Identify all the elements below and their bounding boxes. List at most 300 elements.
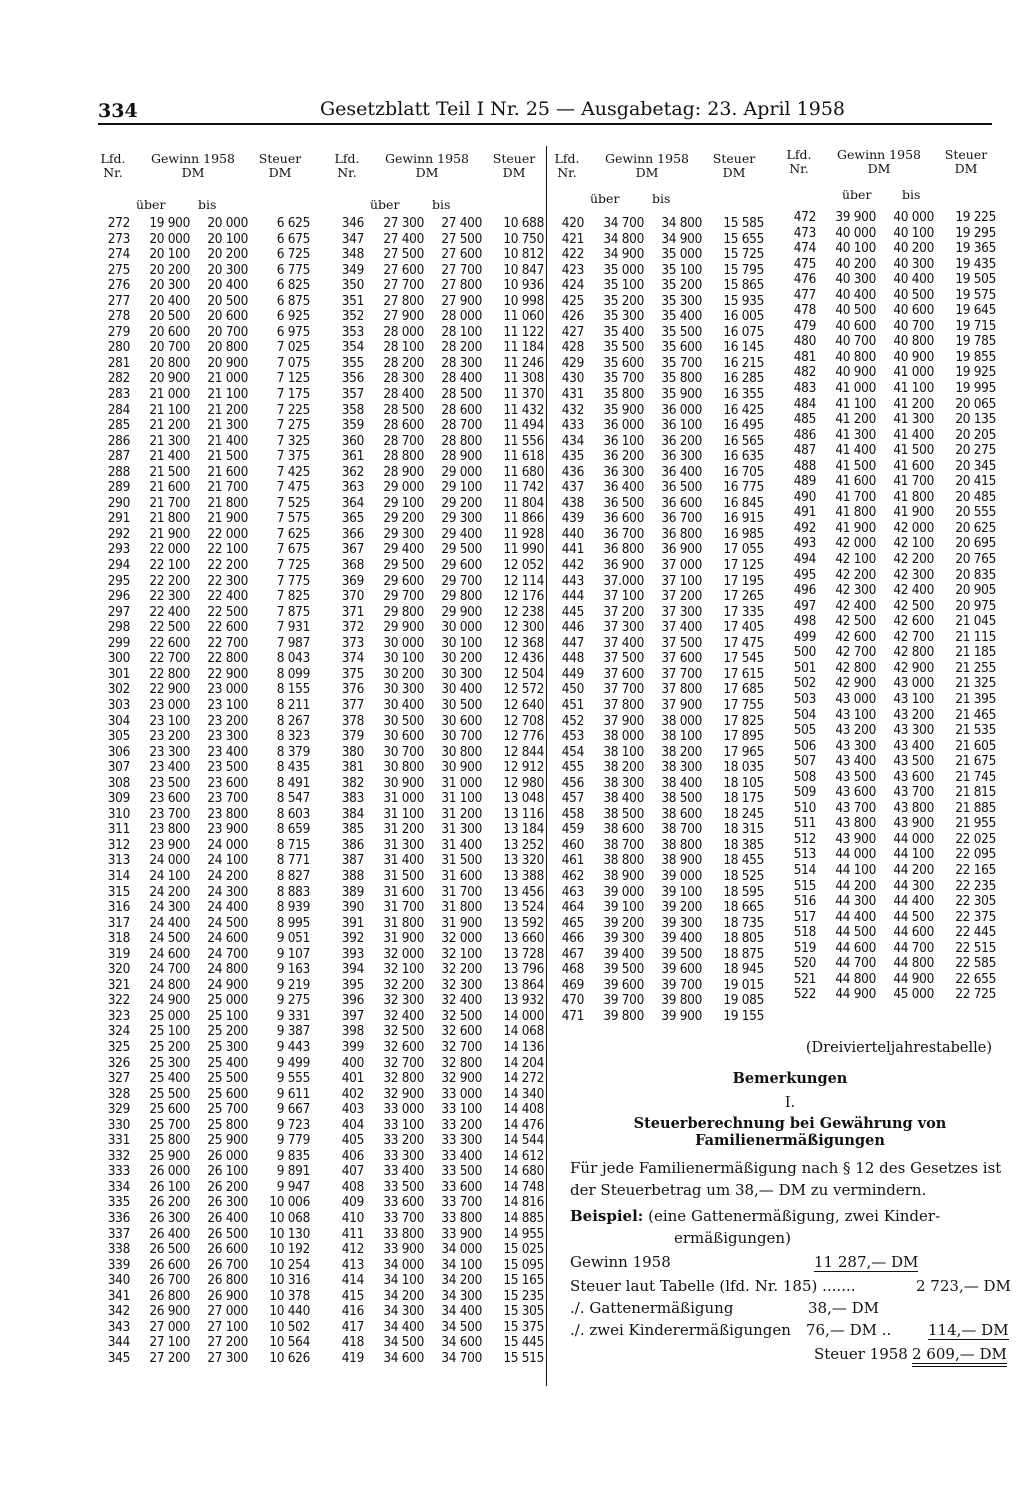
bis-cell: 27 100 xyxy=(207,1318,248,1335)
steuer-cell: 19 435 xyxy=(955,255,996,272)
table-row xyxy=(334,1071,559,1087)
lfd-nr-cell: 502 xyxy=(793,675,816,692)
lfd-nr-cell: 487 xyxy=(793,442,816,459)
lfd-nr-cell: 477 xyxy=(793,286,816,303)
lfd-nr-cell: 352 xyxy=(341,308,364,325)
bis-cell: 20 200 xyxy=(207,246,248,263)
lfd-nr-cell: 421 xyxy=(561,230,584,247)
bis-cell: 30 500 xyxy=(441,696,482,713)
ueber-cell: 35 200 xyxy=(603,292,644,309)
ueber-cell: 43 000 xyxy=(835,690,876,707)
table-row xyxy=(786,801,1011,817)
table-row xyxy=(334,1149,559,1165)
bis-cell: 40 400 xyxy=(893,271,934,288)
ueber-cell: 41 700 xyxy=(835,488,876,505)
lfd-nr-cell: 509 xyxy=(793,784,816,801)
bis-cell: 32 600 xyxy=(441,1023,482,1040)
lfd-nr-cell: 513 xyxy=(793,846,816,863)
table-row xyxy=(334,962,559,978)
ueber-cell: 43 100 xyxy=(835,706,876,723)
steuer-cell: 13 320 xyxy=(503,852,544,869)
bis-cell: 21 200 xyxy=(207,401,248,418)
bis-cell: 22 900 xyxy=(207,665,248,682)
table-row xyxy=(100,962,325,978)
ueber-cell: 26 200 xyxy=(149,1194,190,1211)
table-row xyxy=(334,325,559,341)
lfd-nr-cell: 519 xyxy=(793,939,816,956)
table-row xyxy=(100,465,325,481)
table-row xyxy=(554,682,779,698)
bis-cell: 23 800 xyxy=(207,805,248,822)
ueber-cell: 21 400 xyxy=(149,448,190,465)
ueber-cell: 29 200 xyxy=(383,510,424,527)
table-row xyxy=(334,620,559,636)
bis-cell: 36 800 xyxy=(661,525,702,542)
steuer-cell: 18 805 xyxy=(723,930,764,947)
table-row xyxy=(100,667,325,683)
lfd-nr-cell: 397 xyxy=(341,1007,364,1024)
bis-cell: 25 100 xyxy=(207,1007,248,1024)
steuer-1958-value: 2 609,— DM xyxy=(912,1345,1007,1367)
lfd-nr-cell: 491 xyxy=(793,504,816,521)
steuer-cell: 9 499 xyxy=(276,1054,310,1071)
lfd-nr-cell: 337 xyxy=(107,1225,130,1242)
table-row xyxy=(334,1273,559,1289)
bis-cell: 27 700 xyxy=(441,261,482,278)
lfd-nr-cell: 391 xyxy=(341,914,364,931)
ueber-cell: 44 400 xyxy=(835,908,876,925)
lfd-nr-cell: 495 xyxy=(793,566,816,583)
bis-cell: 41 700 xyxy=(893,473,934,490)
bis-cell: 36 500 xyxy=(661,479,702,496)
table-row xyxy=(334,371,559,387)
table-row xyxy=(554,605,779,621)
lfd-nr-cell: 411 xyxy=(341,1225,364,1242)
table-row xyxy=(100,1133,325,1149)
tax-table-column-4 xyxy=(786,146,1011,1003)
ueber-cell: 39 300 xyxy=(603,930,644,947)
ueber-cell: 24 600 xyxy=(149,945,190,962)
bemerkungen-heading: Bemerkungen xyxy=(732,1070,848,1087)
lfd-nr-cell: 383 xyxy=(341,790,364,807)
bis-cell: 21 100 xyxy=(207,386,248,403)
bis-cell: 30 600 xyxy=(441,712,482,729)
table-row xyxy=(554,340,779,356)
bis-cell: 33 200 xyxy=(441,1116,482,1133)
bis-cell: 28 800 xyxy=(441,432,482,449)
lfd-nr-cell: 455 xyxy=(561,759,584,776)
ueber-cell: 35 000 xyxy=(603,261,644,278)
lfd-nr-cell: 284 xyxy=(107,401,130,418)
steuer-cell: 8 267 xyxy=(276,712,310,729)
lfd-nr-cell: 499 xyxy=(793,628,816,645)
lfd-nr-cell: 483 xyxy=(793,380,816,397)
steuer-cell: 16 915 xyxy=(723,510,764,527)
gewinn-unit: DM xyxy=(415,165,439,180)
table-row xyxy=(100,589,325,605)
bis-cell: 34 900 xyxy=(661,230,702,247)
lfd-nr-cell: 469 xyxy=(561,976,584,993)
ueber-cell: 37 900 xyxy=(603,712,644,729)
lfd-nr-cell: 420 xyxy=(561,215,584,231)
table-row xyxy=(100,853,325,869)
steuer-cell: 18 105 xyxy=(723,774,764,791)
table-row xyxy=(786,645,1011,661)
steuer-cell: 19 365 xyxy=(955,240,996,257)
ueber-cell: 37 300 xyxy=(603,619,644,636)
bis-cell: 26 600 xyxy=(207,1241,248,1258)
ueber-cell: 27 800 xyxy=(383,292,424,309)
bis-cell: 39 200 xyxy=(661,899,702,916)
table-row xyxy=(334,309,559,325)
lfd-nr-cell: 404 xyxy=(341,1116,364,1133)
bis-cell: 32 500 xyxy=(441,1007,482,1024)
lfd-nr-cell: 322 xyxy=(107,992,130,1009)
steuer-cell: 13 524 xyxy=(503,899,544,916)
steuer-cell: 7 875 xyxy=(276,603,310,620)
steuer-cell: 14 340 xyxy=(503,1085,544,1102)
table-row xyxy=(334,263,559,279)
gatten-value: 38,— DM xyxy=(808,1299,880,1317)
bis-cell: 20 400 xyxy=(207,277,248,294)
gewinn-label: Gewinn 1958 xyxy=(837,147,921,162)
bis-cell: 34 100 xyxy=(441,1256,482,1273)
bis-cell: 44 500 xyxy=(893,908,934,925)
steuer-cell: 16 635 xyxy=(723,448,764,465)
bis-cell: 43 100 xyxy=(893,690,934,707)
table-row xyxy=(100,1149,325,1165)
bis-cell: 24 700 xyxy=(207,945,248,962)
ueber-cell: 23 100 xyxy=(149,712,190,729)
lfd-nr-cell: 521 xyxy=(793,970,816,987)
lfd-nr-cell: 451 xyxy=(561,696,584,713)
steuer-cell: 14 612 xyxy=(503,1147,544,1164)
bis-cell: 43 900 xyxy=(893,815,934,832)
gewinn-label: Gewinn 1958 xyxy=(151,151,235,166)
ueber-cell: 38 700 xyxy=(603,836,644,853)
lfd-nr-cell: 319 xyxy=(107,945,130,962)
lfd-nr-cell: 470 xyxy=(561,992,584,1009)
table-row xyxy=(334,496,559,512)
steuer-cell: 14 272 xyxy=(503,1070,544,1087)
table-row xyxy=(786,536,1011,552)
steuer-cell: 10 998 xyxy=(503,292,544,309)
ueber-cell: 39 800 xyxy=(603,1007,644,1024)
bis-cell: 29 600 xyxy=(441,557,482,574)
bis-cell: 30 800 xyxy=(441,743,482,760)
steuer-cell: 20 205 xyxy=(955,426,996,443)
steuer-cell: 17 335 xyxy=(723,603,764,620)
bis-cell: 26 200 xyxy=(207,1178,248,1195)
ueber-cell: 22 800 xyxy=(149,665,190,682)
ueber-cell: 33 500 xyxy=(383,1178,424,1195)
steuer-cell: 11 680 xyxy=(503,463,544,480)
steuer-cell: 22 515 xyxy=(955,939,996,956)
ueber-cell: 28 200 xyxy=(383,354,424,371)
lfd-nr-cell: 405 xyxy=(341,1132,364,1149)
ueber-cell: 25 200 xyxy=(149,1038,190,1055)
ueber-cell: 36 300 xyxy=(603,463,644,480)
paragraph-line-2: der Steuerbetrag um 38,— DM zu vermindern. xyxy=(570,1181,927,1199)
steuer-cell: 15 305 xyxy=(503,1303,544,1320)
bis-cell: 34 500 xyxy=(441,1318,482,1335)
lfd-nr-cell: 330 xyxy=(107,1116,130,1133)
ueber-cell: 35 600 xyxy=(603,354,644,371)
bis-cell: 41 300 xyxy=(893,411,934,428)
bis-cell: 22 600 xyxy=(207,619,248,636)
lfd-nr-cell: 345 xyxy=(107,1349,130,1366)
steuer-cell: 15 795 xyxy=(723,261,764,278)
table-row xyxy=(334,791,559,807)
lfd-nr-cell: 339 xyxy=(107,1256,130,1273)
ueber-cell: 31 100 xyxy=(383,805,424,822)
bis-cell: 41 600 xyxy=(893,457,934,474)
lfd-nr-cell: 439 xyxy=(561,510,584,527)
table-row xyxy=(554,807,779,823)
steuer-cell: 17 755 xyxy=(723,696,764,713)
ueber-cell: 23 800 xyxy=(149,821,190,838)
table-row xyxy=(334,1118,559,1134)
ueber-cell: 33 400 xyxy=(383,1163,424,1180)
lfd-nr-cell: 372 xyxy=(341,619,364,636)
lfd-nr-cell: 379 xyxy=(341,728,364,745)
bis-cell: 26 000 xyxy=(207,1147,248,1164)
bis-cell: 36 000 xyxy=(661,401,702,418)
table-row xyxy=(334,853,559,869)
table-row xyxy=(554,232,779,248)
table-row xyxy=(334,1056,559,1072)
steuer-cell: 21 255 xyxy=(955,659,996,676)
bis-cell: 27 000 xyxy=(207,1303,248,1320)
bis-cell: 44 300 xyxy=(893,877,934,894)
table-row xyxy=(554,247,779,263)
table-row xyxy=(554,869,779,885)
steuer-cell: 19 785 xyxy=(955,333,996,350)
table-row xyxy=(554,620,779,636)
bis-cell: 42 200 xyxy=(893,551,934,568)
bis-cell: 22 500 xyxy=(207,603,248,620)
lfd-nr-cell: 414 xyxy=(341,1272,364,1289)
ueber-cell: 44 600 xyxy=(835,939,876,956)
steuer-cell: 7 987 xyxy=(276,634,310,651)
steuer-cell: 12 436 xyxy=(503,650,544,667)
table-row xyxy=(786,568,1011,584)
bis-cell: 39 900 xyxy=(661,1007,702,1024)
bis-cell: 41 100 xyxy=(893,380,934,397)
lfd-nr-cell: 384 xyxy=(341,805,364,822)
ueber-cell: 28 100 xyxy=(383,339,424,356)
bis-cell: 22 700 xyxy=(207,634,248,651)
table-row xyxy=(100,1102,325,1118)
steuer-cell: 22 375 xyxy=(955,908,996,925)
steuer-cell: 19 925 xyxy=(955,364,996,381)
steuer-cell: 16 495 xyxy=(723,417,764,434)
lfd-nr-cell: 418 xyxy=(341,1334,364,1351)
lfd-nr-cell: 452 xyxy=(561,712,584,729)
steuer-cell: 13 252 xyxy=(503,836,544,853)
ueber-cell: 34 900 xyxy=(603,246,644,263)
bis-cell: 32 900 xyxy=(441,1070,482,1087)
steuer-cell: 11 618 xyxy=(503,448,544,465)
steuer-cell: 22 165 xyxy=(955,861,996,878)
steuer-cell: 14 000 xyxy=(503,1007,544,1024)
steuer-cell: 13 456 xyxy=(503,883,544,900)
bis-cell: 41 200 xyxy=(893,395,934,412)
bis-cell: 37 400 xyxy=(661,619,702,636)
steuer-cell: 10 564 xyxy=(269,1334,310,1351)
steuer-cell: 7 425 xyxy=(276,463,310,480)
steuer-cell: 18 945 xyxy=(723,961,764,978)
steuer-cell: 14 955 xyxy=(503,1225,544,1242)
table-row xyxy=(100,885,325,901)
lfd-nr-cell: 332 xyxy=(107,1147,130,1164)
steuer-cell: 19 295 xyxy=(955,224,996,241)
gewinn-label: Gewinn 1958 xyxy=(605,151,689,166)
ueber-cell: 22 400 xyxy=(149,603,190,620)
lfd-nr-cell: 273 xyxy=(107,230,130,247)
bis-cell: 28 200 xyxy=(441,339,482,356)
lfd-nr-cell: 481 xyxy=(793,348,816,365)
ueber-cell: 35 800 xyxy=(603,386,644,403)
bis-cell: 39 400 xyxy=(661,930,702,947)
bis-cell: 28 400 xyxy=(441,370,482,387)
ueber-cell: 30 600 xyxy=(383,728,424,745)
lfd-nr-cell: 340 xyxy=(107,1272,130,1289)
ueber-label: über xyxy=(842,187,872,202)
bis-cell: 40 200 xyxy=(893,240,934,257)
table-row xyxy=(334,1211,559,1227)
table-row xyxy=(334,216,559,232)
steuer-cell: 12 980 xyxy=(503,774,544,791)
lfd-nr-cell: 344 xyxy=(107,1334,130,1351)
bis-cell: 42 000 xyxy=(893,519,934,536)
bis-cell: 35 700 xyxy=(661,354,702,371)
bis-cell: 28 600 xyxy=(441,401,482,418)
table-row xyxy=(334,760,559,776)
bis-cell: 37 900 xyxy=(661,696,702,713)
table-row xyxy=(100,309,325,325)
lfd-nr-cell: 474 xyxy=(793,240,816,257)
ueber-cell: 23 500 xyxy=(149,774,190,791)
ueber-cell: 42 100 xyxy=(835,551,876,568)
ueber-cell: 24 400 xyxy=(149,914,190,931)
steuer-cell: 9 219 xyxy=(276,976,310,993)
steuer-cell: 17 825 xyxy=(723,712,764,729)
bis-cell: 45 000 xyxy=(893,986,934,1003)
lfd-nr-cell: 381 xyxy=(341,759,364,776)
table-row xyxy=(334,838,559,854)
table-row xyxy=(100,760,325,776)
lfd-nr-cell: 336 xyxy=(107,1210,130,1226)
steuer-cell: 19 715 xyxy=(955,317,996,334)
steuer-cell: 7 225 xyxy=(276,401,310,418)
steuer-cell: 20 695 xyxy=(955,535,996,552)
table-row xyxy=(100,745,325,761)
lfd-nr-cell: 328 xyxy=(107,1085,130,1102)
bis-cell: 26 700 xyxy=(207,1256,248,1273)
steuer-cell: 7 775 xyxy=(276,572,310,589)
bis-cell: 30 300 xyxy=(441,665,482,682)
bis-cell: 33 000 xyxy=(441,1085,482,1102)
table-row xyxy=(554,667,779,683)
steuer-cell: 20 275 xyxy=(955,442,996,459)
steuer-cell: 14 408 xyxy=(503,1101,544,1118)
table-row xyxy=(786,319,1011,335)
steuer-cell: 11 184 xyxy=(503,339,544,356)
table-row xyxy=(554,822,779,838)
bis-cell: 26 500 xyxy=(207,1225,248,1242)
bis-cell: 44 100 xyxy=(893,846,934,863)
lfd-nr-cell: 279 xyxy=(107,323,130,340)
bis-cell: 43 500 xyxy=(893,753,934,770)
steuer-cell: 10 812 xyxy=(503,246,544,263)
steuer-cell: 8 435 xyxy=(276,759,310,776)
kinder-total: 114,— DM xyxy=(928,1321,1009,1339)
ueber-cell: 43 700 xyxy=(835,799,876,816)
kinder-line xyxy=(570,1321,1010,1343)
table-row xyxy=(786,661,1011,677)
beispiel-label: Beispiel: xyxy=(570,1207,644,1225)
ueber-cell: 42 200 xyxy=(835,566,876,583)
ueber-cell: 25 500 xyxy=(149,1085,190,1102)
ueber-cell: 38 800 xyxy=(603,852,644,869)
lfd-nr-cell: 453 xyxy=(561,728,584,745)
lfd-nr-cell: 425 xyxy=(561,292,584,309)
ueber-cell: 34 800 xyxy=(603,230,644,247)
table-row xyxy=(554,371,779,387)
bis-cell: 41 900 xyxy=(893,504,934,521)
lfd-nr-cell: 362 xyxy=(341,463,364,480)
table-row xyxy=(100,294,325,310)
ueber-cell: 20 100 xyxy=(149,246,190,263)
ueber-cell: 32 100 xyxy=(383,961,424,978)
lfd-nr-cell: 291 xyxy=(107,510,130,527)
lfd-nr-cell: 301 xyxy=(107,665,130,682)
bis-cell: 23 000 xyxy=(207,681,248,698)
bis-cell: 37 500 xyxy=(661,634,702,651)
bis-cell: 39 100 xyxy=(661,883,702,900)
bis-cell: 22 100 xyxy=(207,541,248,558)
ueber-cell: 35 300 xyxy=(603,308,644,325)
ueber-cell: 28 600 xyxy=(383,417,424,434)
table-row xyxy=(100,1289,325,1305)
ueber-cell: 41 800 xyxy=(835,504,876,521)
ueber-cell: 20 800 xyxy=(149,354,190,371)
ueber-cell: 20 900 xyxy=(149,370,190,387)
bis-cell: 35 500 xyxy=(661,323,702,340)
bis-cell: 38 700 xyxy=(661,821,702,838)
lfd-nr-cell: 308 xyxy=(107,774,130,791)
table-row xyxy=(554,760,779,776)
ueber-cell: 31 200 xyxy=(383,821,424,838)
lfd-nr-cell: 485 xyxy=(793,411,816,428)
steuer-cell: 18 245 xyxy=(723,805,764,822)
lfd-nr-cell: 505 xyxy=(793,722,816,739)
ueber-cell: 36 000 xyxy=(603,417,644,434)
steuer-cell: 8 995 xyxy=(276,914,310,931)
steuer-cell: 11 990 xyxy=(503,541,544,558)
steuer-cell: 17 895 xyxy=(723,728,764,745)
table-row xyxy=(786,257,1011,273)
column-header xyxy=(554,146,779,216)
lfd-nr-cell: 403 xyxy=(341,1101,364,1118)
steuer-cell: 8 491 xyxy=(276,774,310,791)
gewinn-line-label: Gewinn 1958 xyxy=(570,1253,671,1271)
ueber-cell: 26 800 xyxy=(149,1287,190,1304)
table-row xyxy=(100,480,325,496)
table-row xyxy=(334,1320,559,1336)
table-row xyxy=(100,1242,325,1258)
